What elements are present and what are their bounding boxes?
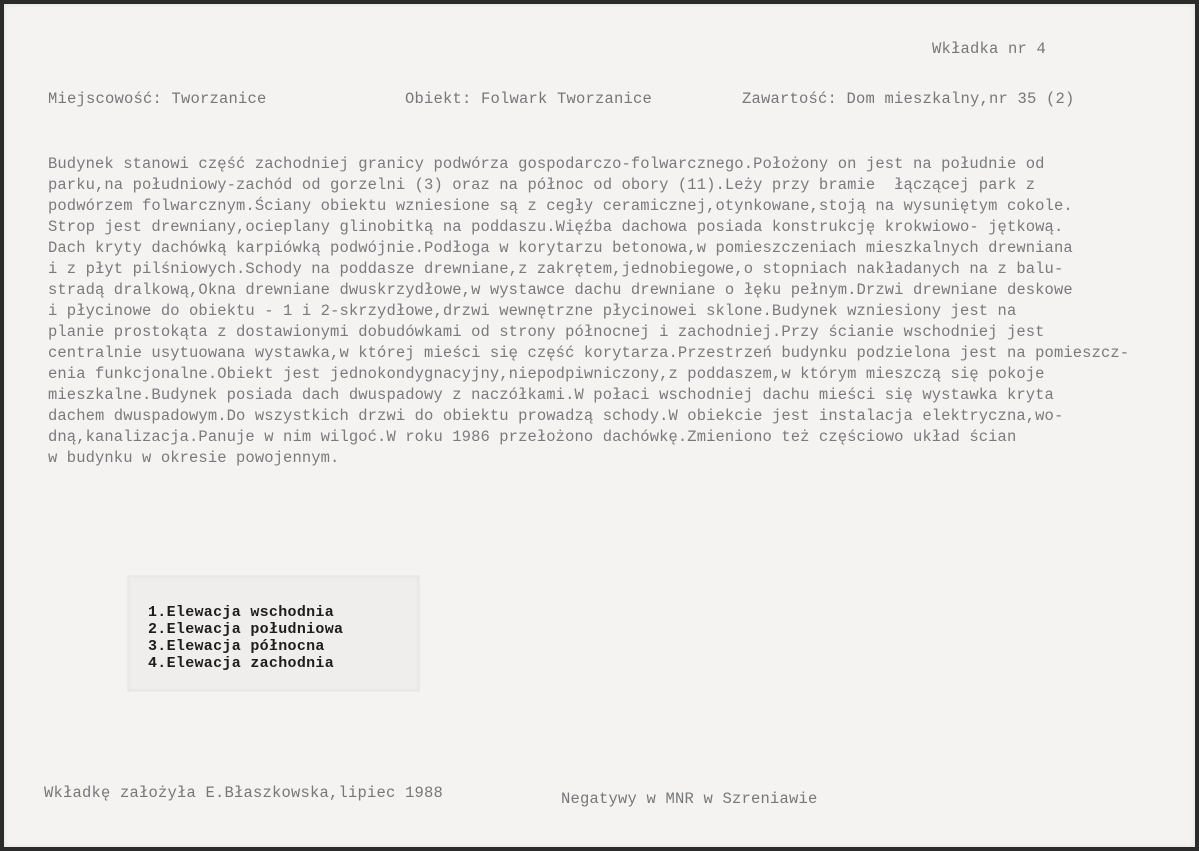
record-card: [4, 4, 1195, 847]
elevation-list: [148, 604, 343, 672]
description-line: dachem dwuspadowym.Do wszystkich drzwi do obiektu prowadzą schody.W obiekcie jest instalacja elektryczna,wo-: [48, 407, 1064, 425]
footer-author: Wkładkę założyła E.Błaszkowska,lipiec 1988: [44, 784, 444, 802]
header-object: Obiekt: Folwark Tworzanice: [405, 90, 653, 108]
description-line: i z płyt pilśniowych.Schody na poddasze drewniane,z zakrętem,jednobiegowe,o stopniach nakładanych na z balu-: [48, 260, 1064, 278]
pasted-label: [128, 576, 419, 691]
description-line: Strop jest drewniany,ocieplany glinobitką na poddaszu.Więźba dachowa posiada konstrukcję krokwiowo- jętkową.: [48, 218, 1064, 236]
description-text: [48, 154, 1158, 469]
sheet-number: Wkładka nr 4: [932, 40, 1047, 58]
elevation-item: 4.Elewacja zachodnia: [148, 655, 335, 672]
header-place: Miejscowość: Tworzanice: [48, 90, 267, 108]
description-line: i płycinowe do obiektu - 1 i 2-skrzydłowe,drzwi wewnętrzne płycinowei sklone.Budynek wzniesiony jest na: [48, 302, 1017, 320]
description-line: enia funkcjonalne.Obiekt jest jednokondygnacyjny,niepodpiwniczony,z poddaszem,w którym mieszczą się pokoje: [48, 365, 1045, 383]
description-line: w budynku w okresie powojennym.: [48, 449, 340, 467]
description-line: planie prostokąta z dostawionymi dobudówkami od strony północnej i zachodniej.Przy ścianie wschodniej jest: [48, 323, 1045, 341]
header-content: Zawartość: Dom mieszkalny,nr 35 (2): [742, 90, 1075, 108]
description-line: dną,kanalizacja.Panuje w nim wilgoć.W roku 1986 przełożono dachówkę.Zmieniono też częściowo układ ścian: [48, 428, 1017, 446]
elevation-item: 2.Elewacja południowa: [148, 621, 344, 638]
description-line: parku,na południowy-zachód od gorzelni (3) oraz na północ od obory (11).Leży przy bramie łączącej park z: [48, 176, 1036, 194]
description-line: podwórzem folwarcznym.Ściany obiektu wzniesione są z cegły ceramicznej,otynkowane,stoją na wysuniętym cokole.: [48, 197, 1073, 215]
footer-negatives: Negatywy w MNR w Szreniawie: [561, 790, 818, 808]
elevation-item: 3.Elewacja północna: [148, 638, 325, 655]
elevation-item: 1.Elewacja wschodnia: [148, 604, 335, 621]
description-line: mieszkalne.Budynek posiada dach dwuspadowy z naczółkami.W połaci wschodniej dachu mieści się wystawka kryta: [48, 386, 1054, 404]
description-line: Budynek stanowi część zachodniej granicy podwórza gospodarczo-folwarcznego.Położony on jest na południe od: [48, 155, 1045, 173]
description-line: stradą dralkową,Okna drewniane dwuskrzydłowe,w wystawce dachu drewniane o łęku pełnym.Drzwi drewniane deskowe: [48, 281, 1073, 299]
description-line: Dach kryty dachówką karpiówką podwójnie.Podłoga w korytarzu betonowa,w pomieszczeniach mieszkalnych drewniana: [48, 239, 1073, 257]
description-line: centralnie usytuowana wystawka,w której mieści się część korytarza.Przestrzeń budynku podzielona jest na pomieszcz-: [48, 344, 1130, 362]
